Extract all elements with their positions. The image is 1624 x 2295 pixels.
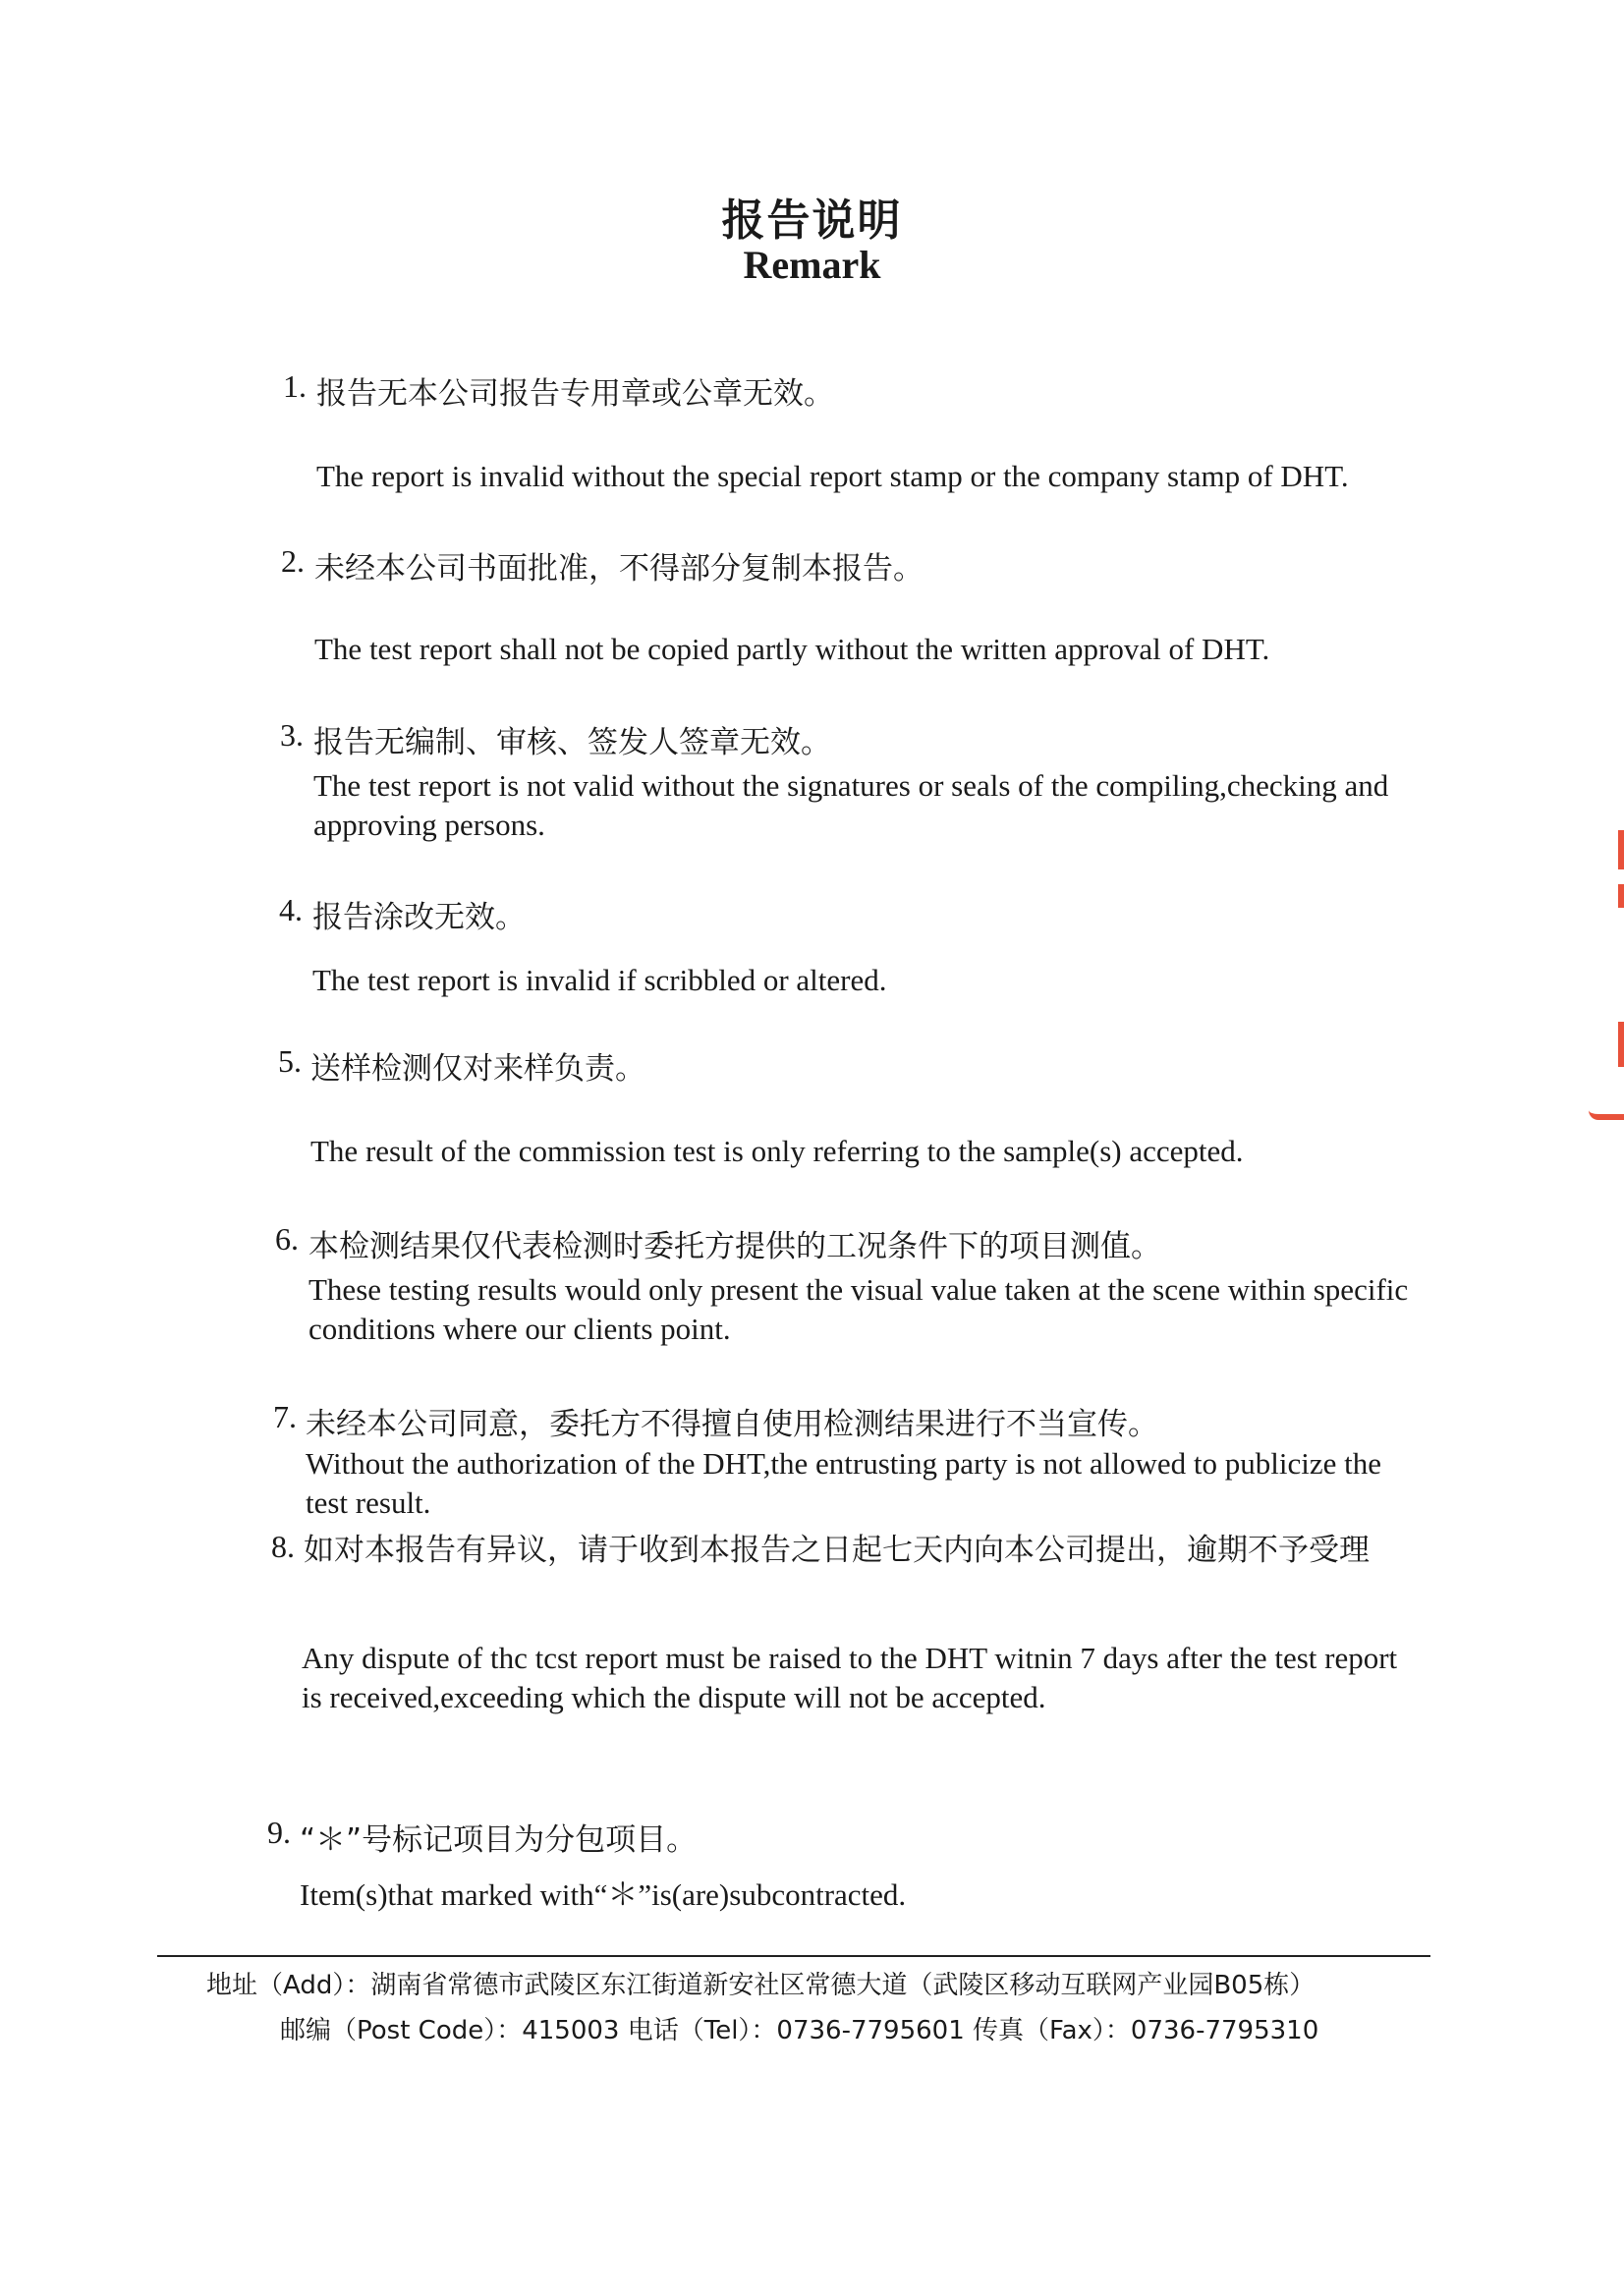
item-number: 1. [283,368,307,404]
footer-address: 地址（Add）：湖南省常德市武陵区东江街道新安社区常德大道（武陵区移动互联网产业园B05栋） [206,1971,1316,2000]
remark-item [0,717,1624,842]
item-text-cn: 未经本公司书面批准，不得部分复制本报告。 [314,551,924,587]
remark-item [0,1399,1624,1520]
seal-mark [1589,1091,1624,1120]
item-text-en: Item(s)that marked with“＊”is(are)subcontracted. [300,1877,907,1912]
item-text-en: The test report shall not be copied partly without the written approval of DHT. [314,632,1270,666]
remark-item [0,1815,1624,1912]
item-text-en: The test report is not valid without the signatures or seals of the compiling,checking and approving persons. [313,768,1389,842]
item-text-en: Without the authorization of the DHT,the entrusting party is not allowed to publicize the test result. [306,1446,1381,1520]
remark-item [0,368,1624,493]
item-text-cn: “＊”号标记项目为分包项目。 [300,1822,698,1858]
item-text-en: Any dispute of thc tcst report must be raised to the DHT witnin 7 days after the test report is received,exceeding which the dispute will not be accepted. [302,1641,1398,1714]
footer-contact: 邮编（Post Code）：415003 电话（Tel）：0736-7795601 传真（Fax）：0736-7795310 [280,2016,1319,2045]
item-number: 9. [267,1815,291,1850]
item-number: 2. [281,543,305,579]
remark-item [0,1221,1624,1346]
item-number: 4. [279,892,303,927]
footer-divider [157,1955,1430,1957]
item-text-en: The result of the commission test is only referring to the sample(s) accepted. [310,1134,1244,1168]
remark-item [0,1043,1624,1168]
seal-mark [1589,830,1624,869]
item-number: 3. [280,717,304,753]
item-text-cn: 报告无本公司报告专用章或公章无效。 [316,376,834,412]
remark-item [0,1529,1624,1714]
item-text-cn: 送样检测仅对来样负责。 [310,1051,645,1087]
item-text-cn: 如对本报告有异议，请于收到本报告之日起七天内向本公司提出，逾期不予受理 [304,1533,1370,1568]
seal-mark [1596,1022,1624,1067]
item-number: 8. [271,1529,295,1564]
item-text-cn: 本检测结果仅代表检测时委托方提供的工况条件下的项目测值。 [308,1229,1161,1264]
item-text-en: The test report is invalid if scribbled or altered. [312,963,887,997]
item-number: 7. [273,1399,297,1434]
item-text-cn: 报告涂改无效。 [312,900,526,935]
item-number: 6. [275,1221,299,1257]
item-text-cn: 未经本公司同意，委托方不得擅自使用检测结果进行不当宣传。 [306,1407,1158,1442]
remark-item [0,543,1624,666]
title-english: Remark [743,243,881,287]
item-text-cn: 报告无编制、审核、签发人签章无效。 [313,725,831,760]
item-number: 5. [278,1043,302,1079]
item-text-en: The report is invalid without the special report stamp or the company stamp of DHT. [316,459,1349,493]
title-chinese: 报告说明 [721,196,903,246]
seal-mark [1604,884,1624,908]
item-text-en: These testing results would only present the visual value taken at the scene within specific conditions where our clients point. [308,1272,1409,1346]
remark-item [0,892,1624,997]
